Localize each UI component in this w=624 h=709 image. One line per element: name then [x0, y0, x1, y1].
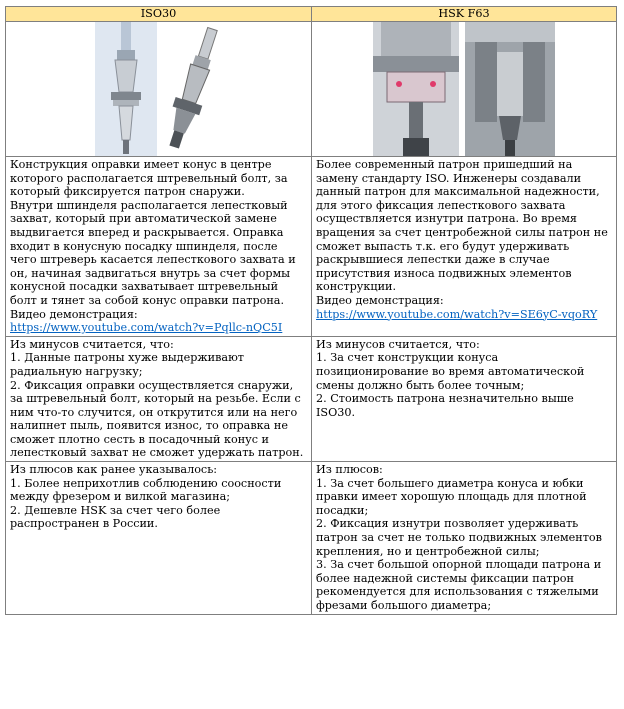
hsk-design-cell: [312, 157, 617, 337]
cons-row: [6, 336, 617, 461]
hsk-design-text: Более современный патрон пришедший на замену стандарту ISO. Инженеры создавали данный патрон для максимальной надежности, для этого фиксация лепесткового захвата осуществляется изнутри патрона. Во время вращения за счет центробежной силы патрон не сможет выпасть т.к. его будут удерживать раскрывшиеся лепестки даже в случае присутствия износа подвижных элементов конструкции. Видео демонстрация:: [316, 158, 608, 307]
iso30-image-cell: [6, 22, 312, 157]
hsk-video-link[interactable]: https://www.youtube.com/watch?v=SE6yC-vqoRY: [316, 307, 598, 321]
iso30-cons-text: Из минусов считается, что: 1. Данные патроны хуже выдерживают радиальную нагрузку; 2. Фиксация оправки осуществляется снаружи, за штревельный болт, который на резьбе. Если с ним что-то случится, он открутится или на него налипнет пыль, появится износ, то оправка не сможет плотно сесть в посадочный конус и лепестковый захват не сможет удержать патрон.: [10, 337, 304, 460]
hsk-pros-cell: [312, 462, 617, 615]
hsk-pros-text: Из плюсов: 1. За счет большего диаметра конуса и юбки правки имеет хорошую площадь для плотной посадки; 2. Фиксация изнутри позволяет удерживать патрон за счет не только подвижных элементов крепления, но и центробежной силы; 3. За счет большой опорной площади патрона и более надежной системы фиксации патрон рекомендуется для использования с тяжелыми фрезами большого диаметра;: [316, 463, 602, 612]
iso30-cons-cell: [6, 336, 312, 461]
iso30-design-text: Конструкция оправки имеет конус в центре которого располагается штревельный болт, за который фиксируется патрон снаружи. Внутри шпинделя располагается лепестковый захват, который при автоматической замене выдвигается вперед и раскрывается. Оправка входит в конусную посадку шпинделя, после чего штреверь касается лепесткового захвата и он, начиная задвигаться внутрь за счет формы конусной посадки захватывает штревельный болт и тянет за собой конус оправки патрона. Видео демонстрация:: [10, 158, 296, 321]
hsk-image-cell: [312, 22, 617, 157]
comparison-page: [5, 6, 616, 615]
header-hsk: HSK F63: [312, 7, 617, 22]
hsk-section-photo: [465, 22, 555, 156]
pros-row: [6, 462, 617, 615]
iso30-pros-text: Из плюсов как ранее указывалось: 1. Более неприхотлив соблюдению соосности между фрезером и вилкой магазина; 2. Дешевле HSK за счет чего более распространен в России.: [10, 463, 282, 531]
comparison-table: [5, 6, 617, 615]
hsk-spindle-photo: [373, 22, 459, 156]
header-iso30: ISO30: [6, 7, 312, 22]
iso30-holder-illustration: [95, 22, 157, 156]
iso30-pros-cell: [6, 462, 312, 615]
header-row: [6, 7, 617, 22]
design-row: [6, 157, 617, 337]
iso30-chuck-photo: [163, 22, 223, 156]
hsk-cons-text: Из минусов считается, что: 1. За счет конструкции конуса позиционирование во время автоматической смены должно быть более точным; 2. Стоимость патрона незначительно выше ISO30.: [316, 337, 585, 419]
iso30-design-cell: [6, 157, 312, 337]
iso30-video-link[interactable]: https://www.youtube.com/watch?v=Pqllc-nQC5I: [10, 321, 283, 335]
image-row: [6, 22, 617, 157]
hsk-cons-cell: [312, 336, 617, 461]
